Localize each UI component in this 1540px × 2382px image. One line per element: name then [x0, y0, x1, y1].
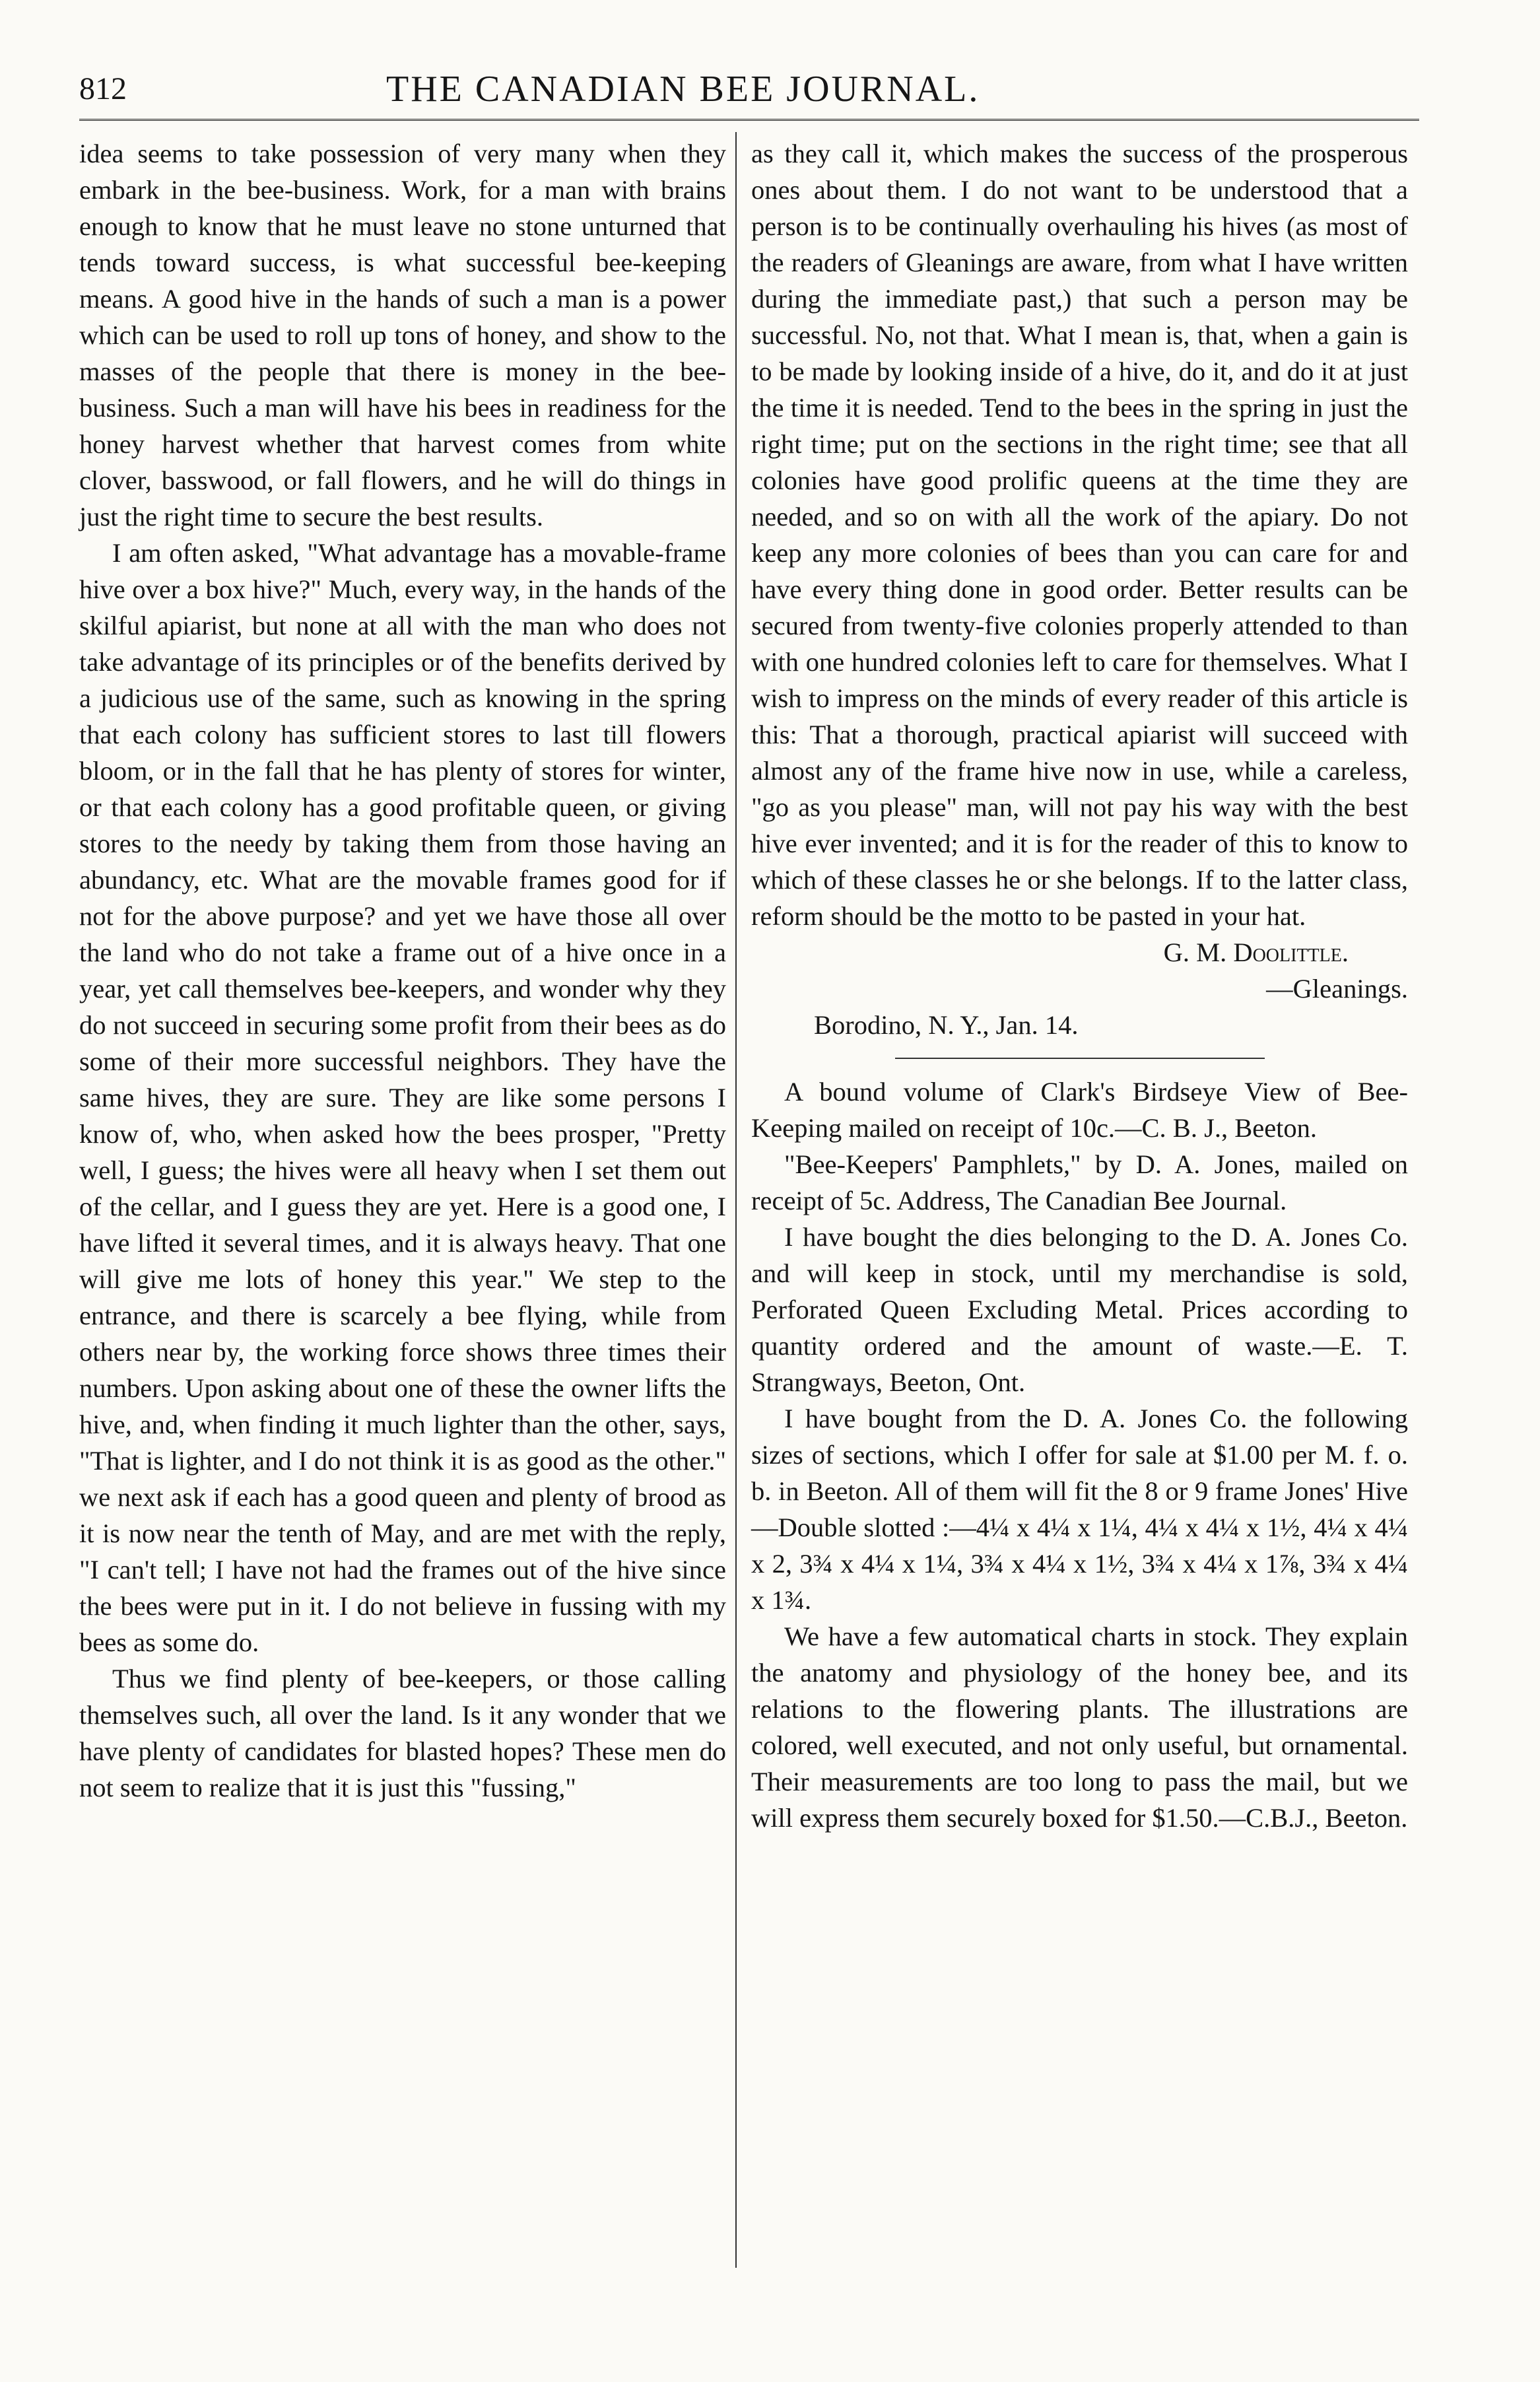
article-paragraph: idea seems to take possession of very many when they embark in the bee-business. Work, for a man with brains enough to know that he must leave no stone unturned that tends toward success, is what successful bee-keeping means. A good hive in the hands of such a man is a power which can be used to roll up tons of honey, and show to the masses of the people that there is money in the bee-business. Such a man will have his bees in readiness for the honey harvest whether that harvest comes from white clover, basswood, or fall flowers, and he will do things in just the right time to secure the best results. — [79, 139, 726, 531]
notice-paragraph: I have bought the dies belonging to the D. A. Jones Co. and will keep in stock, until my merchandise is sold, Perforated Queen Excluding Metal. Prices according to quantity ordered and the amount of waste.—E. T. Strangways, Beeton, Ont. — [751, 1222, 1408, 1397]
section-divider — [895, 1058, 1265, 1062]
journal-title: THE CANADIAN BEE JOURNAL. — [386, 69, 980, 110]
notice-paragraph: A bound volume of Clark's Birdseye View of Bee-Keeping mailed on receipt of 10c.—C. B. J., Beeton. — [751, 1077, 1408, 1143]
right-column — [751, 135, 1408, 1836]
header-rule — [79, 119, 1419, 121]
author-signature: G. M. Doolittle. — [1163, 937, 1349, 967]
article-paragraph: I am often asked, "What advantage has a movable-frame hive over a box hive?" Much, every way, in the hands of the skilful apiarist, but none at all with the man who does not take advantage of its principles or of the benefits derived by a judicious use of the same, such as knowing in the spring that each colony has sufficient stores to last till flowers bloom, or in the fall that he has plenty of stores for winter, or that each colony has a good profitable queen, or giving stores to the needy by taking them from those having an abundancy, etc. What are the movable frames good for if not for the above purpose? and yet we have those all over the land who do not take a frame out of a hive once in a year, yet call themselves bee-keepers, and wonder why they do not succeed in securing some profit from their bees as do some of their more successful neighbors. They have the same hives, they are sure. They are like some persons I know of, who, when asked how the bees prosper, "Pretty well, I guess; the hives were all heavy when I set them out of the cellar, and I guess they are yet. Here is a good one, I have lifted it several times, and it is always heavy. That one will give me lots of honey this year." We step to the entrance, and there is scarcely a bee flying, while from others near by, the working force shows three times their numbers. Upon asking about one of these the owner lifts the hive, and, when finding it much lighter than the other, says, "That is lighter, and I do not think it is as good as the other." we next ask if each has a good queen and plenty of brood as it is now near the tenth of May, and are met with the reply, "I can't tell; I have not had the frames out of the hive since the bees were put in it. I do not believe in fussing with my bees as some do. — [79, 538, 726, 1657]
notice-paragraph: "Bee-Keepers' Pamphlets," by D. A. Jones, mailed on receipt of 5c. Address, The Canadian Bee Journal. — [751, 1149, 1408, 1215]
notice-paragraph: I have bought from the D. A. Jones Co. the following sizes of sections, which I offer for sale at $1.00 per M. f. o. b. in Beeton. All of them will fit the 8 or 9 frame Jones' Hive—Double slotted :—4¼ x 4¼ x 1¼, 4¼ x 4¼ x 1½, 4¼ x 4¼ x 2, 3¾ x 4¼ x 1¼, 3¾ x 4¼ x 1½, 3¾ x 4¼ x 1⅞, 3¾ x 4¼ x 1¾. — [751, 1404, 1408, 1615]
source-credit: —Gleanings. — [1266, 974, 1408, 1004]
dateline: Borodino, N. Y., Jan. 14. — [814, 1010, 1079, 1040]
page-number: 812 — [79, 71, 127, 106]
notice-paragraph: We have a few automatical charts in stock. They explain the anatomy and physiology of the honey bee, and its relations to the flowering plants. The illustrations are colored, well executed, and not only useful, but ornamental. Their measurements are too long to pass the mail, but we will express them securely boxed for $1.50.—C.B.J., Beeton. — [751, 1621, 1408, 1833]
article-paragraph: Thus we find plenty of bee-keepers, or those calling themselves such, all over the land. Is it any wonder that we have plenty of candidates for blasted hopes? These men do not seem to realize that it is just this "fussing," — [79, 1664, 726, 1802]
page-header — [79, 63, 1419, 116]
column-divider — [735, 132, 737, 2268]
article-paragraph: as they call it, which makes the success of the prosperous ones about them. I do not want to be understood that a person is to be continually overhauling his hives (as most of the readers of Gleanings are aware, from what I have written during the immediate past,) that such a person may be successful. No, not that. What I mean is, that, when a gain is to be made by looking inside of a hive, do it, and do it at just the time it is needed. Tend to the bees in the spring in just the right time; put on the sections in the right time; see that all colonies have good prolific queens at the time they are needed, and so on with all the work of the apiary. Do not keep any more colonies of bees than you can care for and have every thing done in good order. Better results can be secured from twenty-five colonies properly attended to than with one hundred colonies left to care for themselves. What I wish to impress on the minds of every reader of this article is this: That a thorough, practical apiarist will succeed with almost any of the frame hive now in use, while a careless, "go as you please" man, will not pay his way with the best hive ever invented; and it is for the reader of this to know to which of these classes he or she belongs. If to the latter class, reform should be the motto to be pasted in your hat. — [751, 139, 1408, 931]
left-column — [79, 135, 726, 1806]
